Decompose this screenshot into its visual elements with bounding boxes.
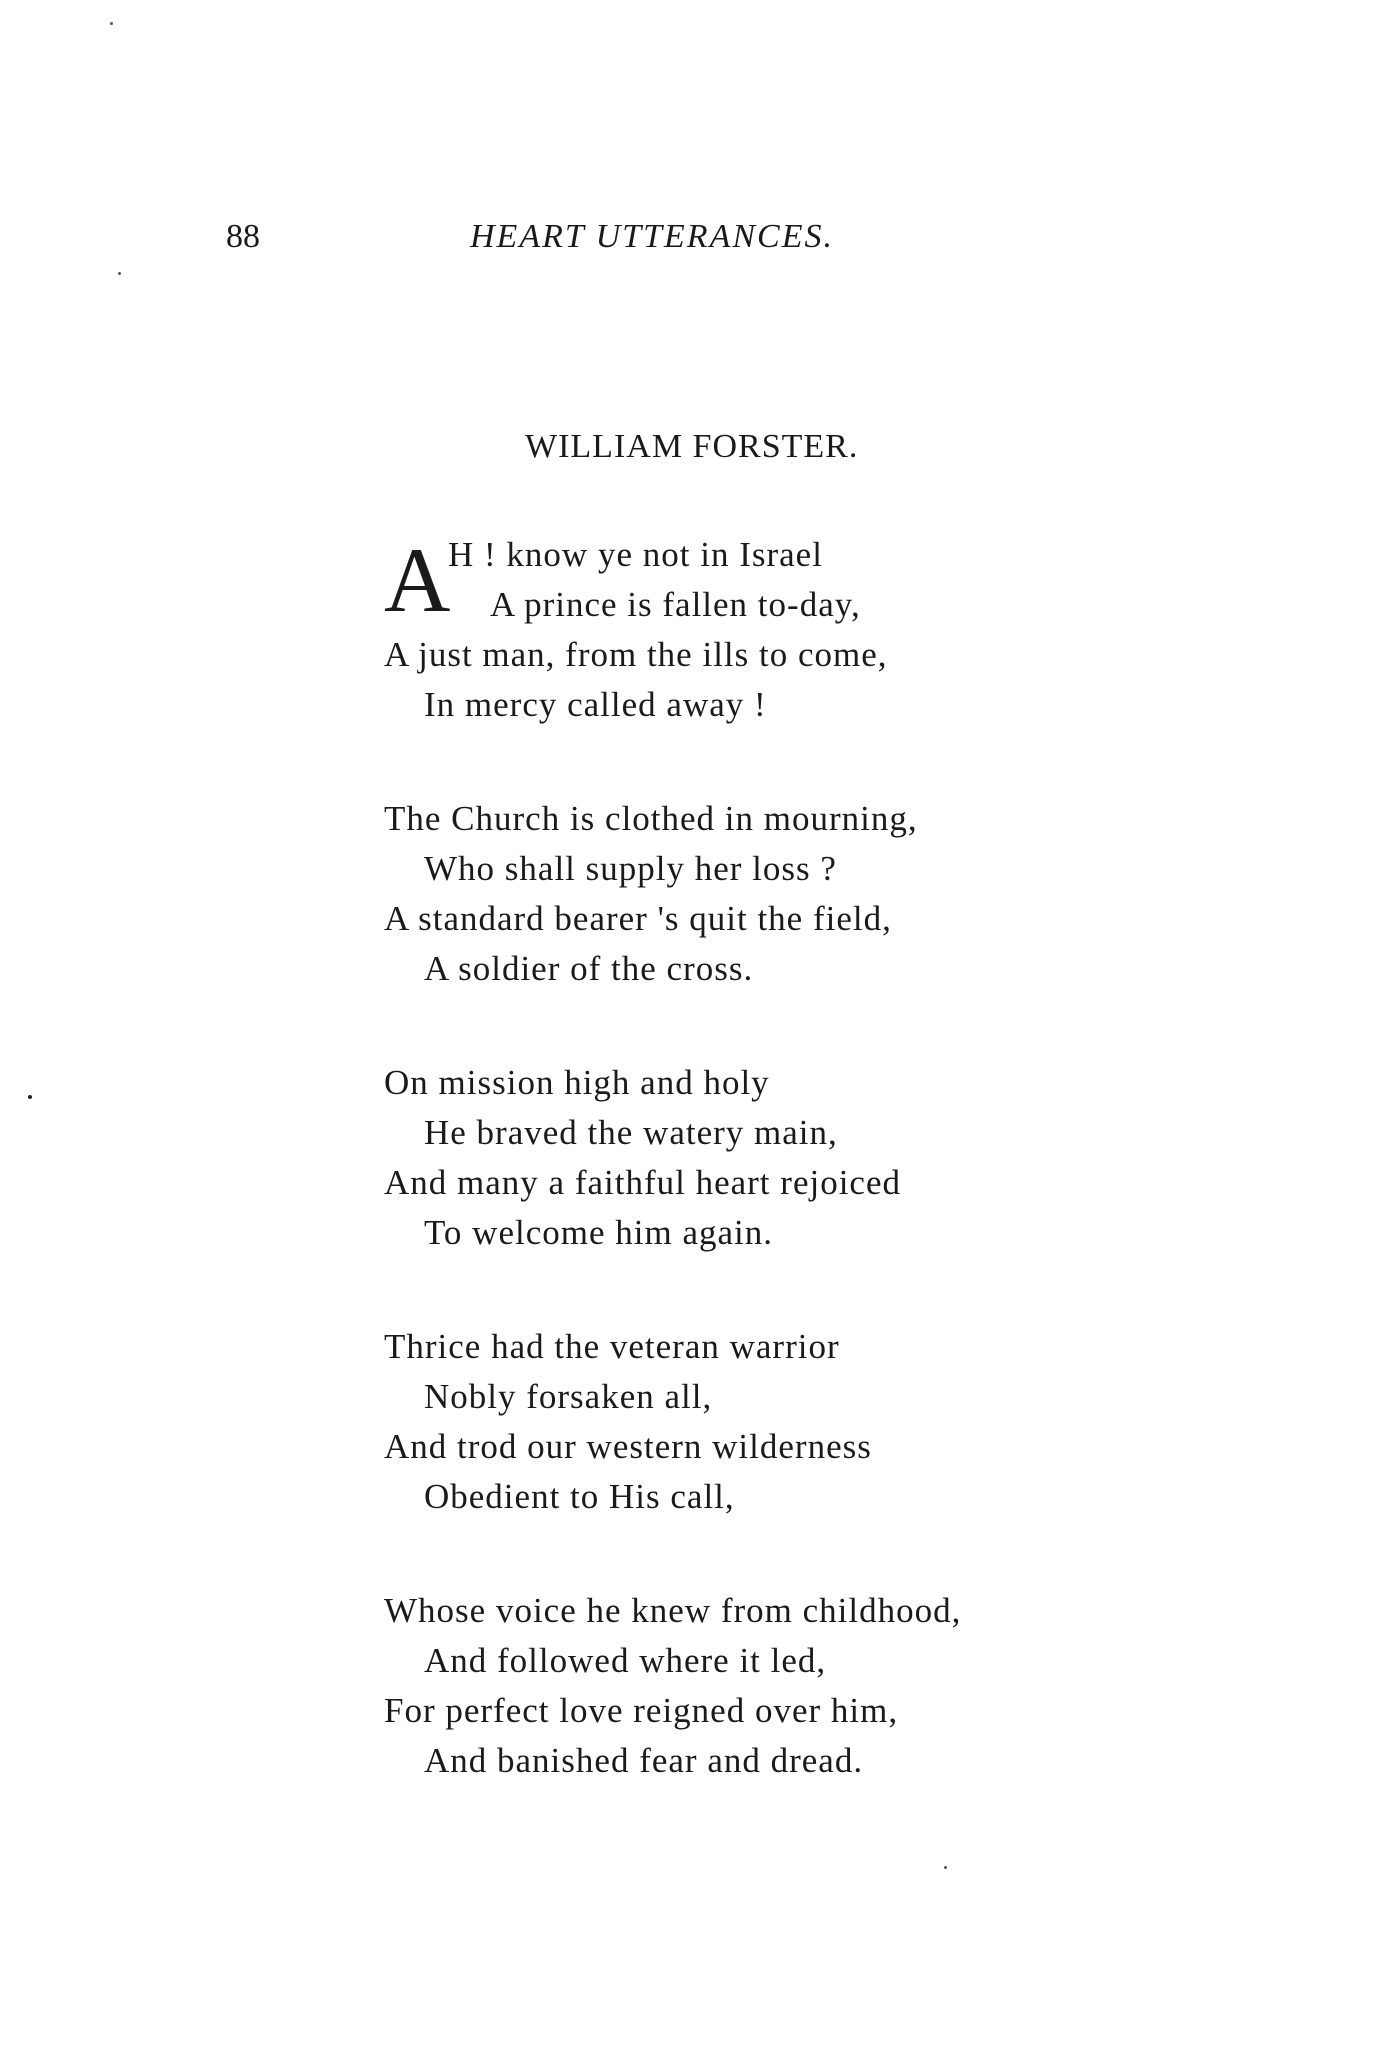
poem-line: He braved the watery main, [424,1113,838,1152]
poem-line: A just man, from the ills to come, [384,635,888,674]
poem-line: In mercy called away ! [424,685,767,724]
poem-line: On mission high and holy [384,1063,770,1102]
poem-line: Thrice had the veteran warrior [384,1327,840,1366]
poem-line: A prince is fallen to-day, [490,585,861,624]
poem-line: And trod our western wilderness [384,1427,872,1466]
page-number: 88 [226,218,260,255]
poem-line: And followed where it led, [424,1641,827,1680]
stanza-5 [384,1586,1284,1786]
stanza-4 [384,1322,1284,1522]
poem-line: H ! know ye not in Israel [448,535,823,574]
paper-speck [944,1866,947,1869]
poem-line: The Church is clothed in mourning, [384,799,918,838]
stanza-3 [384,1058,1284,1258]
poem-line: And banished fear and dread. [424,1741,864,1780]
poem-line: And many a faithful heart rejoiced [384,1163,901,1202]
paper-speck [28,1095,32,1099]
poem-line: A standard bearer 's quit the field, [384,899,892,938]
paper-speck [110,22,113,25]
poem-title: WILLIAM FORSTER. [525,428,859,465]
poem-line: To welcome him again. [424,1213,774,1252]
poem-line: Whose voice he knew from childhood, [384,1591,962,1630]
poem-line: Who shall supply her loss ? [424,849,837,888]
poem-line: Nobly forsaken all, [424,1377,713,1416]
poem-line: Obedient to His call, [424,1477,735,1516]
drop-cap: A [384,529,452,631]
stanza-1 [384,530,1284,730]
paper-speck [118,272,121,275]
poem-line: For perfect love reigned over him, [384,1691,899,1730]
poem-body [384,530,1284,1850]
stanza-2 [384,794,1284,994]
poem-line: A soldier of the cross. [424,949,754,988]
running-title: HEART UTTERANCES. [470,218,834,255]
